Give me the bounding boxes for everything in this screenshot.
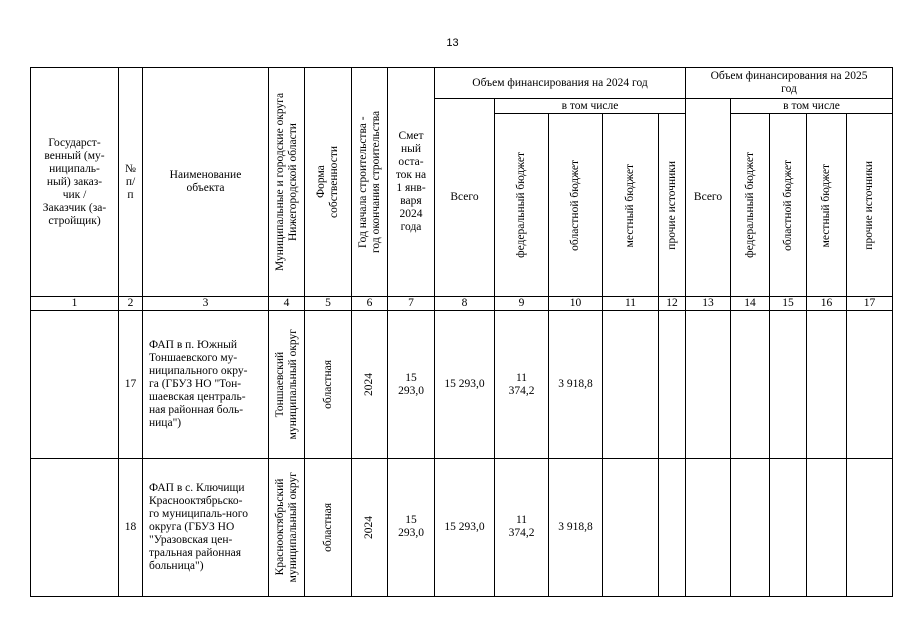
column-number: 4 xyxy=(269,297,305,311)
column-number: 11 xyxy=(603,297,659,311)
column-number: 10 xyxy=(549,297,603,311)
cell-years xyxy=(352,458,388,596)
cell-ownership xyxy=(305,311,352,458)
cell-years-label: 2024 xyxy=(363,515,375,539)
cell-regional-2024: 3 918,8 xyxy=(549,458,603,596)
cell-regional-2025 xyxy=(770,311,807,458)
cell-federal-2025 xyxy=(731,311,770,458)
cell-years xyxy=(352,311,388,458)
cell-balance: 15 293,0 xyxy=(388,458,435,596)
cell-object: ФАП в п. Южный Тоншаевского му- ниципального окру- га (ГБУЗ НО "Тон- шаевская централь- ная районная боль- ница") xyxy=(143,311,269,458)
column-number: 8 xyxy=(435,297,495,311)
table-row xyxy=(31,458,893,596)
cell-federal-2024: 11 374,2 xyxy=(495,458,549,596)
cell-federal-2024: 11 374,2 xyxy=(495,311,549,458)
header-local-2024-label: местный бюджет xyxy=(624,163,636,247)
header-regional-2025 xyxy=(770,114,807,297)
header-including-2025: в том числе xyxy=(731,99,893,114)
cell-customer xyxy=(31,458,119,596)
header-ownership-label: Форма собственности xyxy=(315,146,340,219)
cell-local-2024 xyxy=(603,311,659,458)
column-number: 13 xyxy=(686,297,731,311)
header-other-2025-label: прочие источники xyxy=(863,160,876,250)
header-customer: Государст- венный (му- ниципаль- ный) заказ- чик / Заказчик (за- стройщик) xyxy=(31,68,119,297)
header-including-2024: в том числе xyxy=(495,99,686,114)
cell-ownership-label: областная xyxy=(321,360,334,409)
header-regional-2024-label: областной бюджет xyxy=(569,159,581,251)
cell-total-2025 xyxy=(686,311,731,458)
header-local-2024 xyxy=(603,114,659,297)
header-municipality-label: Муниципальные и городские округа Нижегородской области xyxy=(273,93,299,272)
cell-num: 17 xyxy=(119,311,143,458)
cell-total-2024: 15 293,0 xyxy=(435,458,495,596)
header-local-2025-label: местный бюджет xyxy=(820,163,833,247)
cell-years-label: 2024 xyxy=(363,373,375,397)
cell-municipality xyxy=(269,458,305,596)
header-regional-2025-label: областной бюджет xyxy=(781,159,794,251)
cell-balance: 15 293,0 xyxy=(388,311,435,458)
column-number: 17 xyxy=(847,297,893,311)
table-row xyxy=(31,311,893,458)
cell-num: 18 xyxy=(119,458,143,596)
column-number: 5 xyxy=(305,297,352,311)
cell-other-2025 xyxy=(847,458,893,596)
header-fin-2025: Объем финансирования на 2025 год xyxy=(686,68,893,99)
header-other-2025 xyxy=(847,114,893,297)
cell-local-2025 xyxy=(807,458,847,596)
cell-regional-2025 xyxy=(770,458,807,596)
header-federal-2024 xyxy=(495,114,549,297)
column-number: 2 xyxy=(119,297,143,311)
header-total-2024: Всего xyxy=(435,99,495,297)
header-years xyxy=(352,68,388,297)
cell-object: ФАП в с. Ключищи Краснооктябрьско- го муниципаль-ного округа (ГБУЗ НО "Уразовская цен- тральная районная больница") xyxy=(143,458,269,596)
cell-federal-2025 xyxy=(731,458,770,596)
header-ownership xyxy=(305,68,352,297)
column-number: 1 xyxy=(31,297,119,311)
cell-other-2025 xyxy=(847,311,893,458)
cell-other-2024 xyxy=(659,311,686,458)
column-number: 12 xyxy=(659,297,686,311)
cell-total-2024: 15 293,0 xyxy=(435,311,495,458)
column-numbers-row xyxy=(31,297,893,311)
header-total-2025: Всего xyxy=(686,99,731,297)
header-other-2024-label: прочие источники xyxy=(665,160,678,250)
column-number: 6 xyxy=(352,297,388,311)
cell-ownership xyxy=(305,458,352,596)
header-regional-2024 xyxy=(549,114,603,297)
cell-municipality-label: Краснооктябрьский муниципальный округ xyxy=(273,472,299,583)
cell-municipality-label: Тоншаевский муниципальный округ xyxy=(273,329,299,440)
cell-local-2025 xyxy=(807,311,847,458)
column-number: 9 xyxy=(495,297,549,311)
cell-local-2024 xyxy=(603,458,659,596)
header-federal-2024-label: федеральный бюджет xyxy=(515,152,527,259)
cell-regional-2024: 3 918,8 xyxy=(549,311,603,458)
header-fin-2024: Объем финансирования на 2024 год xyxy=(435,68,686,99)
column-number: 15 xyxy=(770,297,807,311)
header-balance: Смет ный оста- ток на 1 янв- варя 2024 года xyxy=(388,68,435,297)
page-number: 13 xyxy=(446,37,459,49)
header-num: № п/ п xyxy=(119,68,143,297)
header-municipality xyxy=(269,68,305,297)
header-other-2024 xyxy=(659,114,686,297)
cell-other-2024 xyxy=(659,458,686,596)
column-number: 7 xyxy=(388,297,435,311)
header-years-label: Год начала строительства - год окончания строительства xyxy=(356,111,382,254)
cell-municipality xyxy=(269,311,305,458)
column-number: 14 xyxy=(731,297,770,311)
header-federal-2025 xyxy=(731,114,770,297)
column-number: 3 xyxy=(143,297,269,311)
cell-customer xyxy=(31,311,119,458)
header-local-2025 xyxy=(807,114,847,297)
header-object-name: Наименование объекта xyxy=(143,68,269,297)
column-number: 16 xyxy=(807,297,847,311)
header-federal-2025-label: федеральный бюджет xyxy=(743,152,756,259)
cell-ownership-label: областная xyxy=(321,502,334,552)
financing-table xyxy=(30,67,893,597)
cell-total-2025 xyxy=(686,458,731,596)
